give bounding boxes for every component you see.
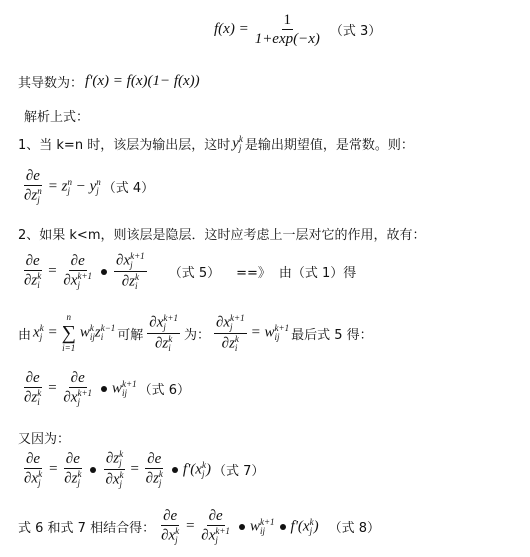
- case2-text: 2、如果 k<m，则该层是隐层．这时应考虑上一层对它的作用，故有：: [18, 228, 426, 243]
- equation-4: ∂e ∂z n j = z n j − y n j （式 4）: [24, 168, 155, 205]
- deriv-expr: f'(x) = f(x)(1− f(x)): [85, 73, 200, 89]
- equation-3: [214, 12, 381, 47]
- combine-label: 式 6 和式 7 相结合得：: [18, 521, 156, 536]
- equation-7: ∂e ∂x k j = ∂e ∂z k j ∂z k j ∂x k j = ∂e ∂z k j f'(x k j ) （式 7）: [24, 449, 265, 489]
- y-j-k: y k j: [232, 133, 243, 153]
- eq3-lhs: f(x) =: [214, 21, 249, 37]
- equation-5: ∂e ∂z k i = ∂e ∂x k+1 j ∂x k+1 j ∂z k i （式 5） ==》 由（式 1）得: [24, 251, 357, 291]
- eq4-tag: （式 4）: [102, 181, 155, 196]
- deriv-label: 其导数为：: [18, 76, 84, 91]
- eq3-fraction: $\frac{1}{1+\exp(-x)}$: [254, 12, 320, 47]
- eq5-tag: （式 5）: [168, 266, 221, 281]
- eq5-note: 由（式 1）得: [278, 266, 357, 281]
- eq7-tag: （式 7）: [212, 464, 265, 479]
- equation-8: 式 6 和式 7 相结合得： ∂e ∂x k j = ∂e ∂x k+1 j w k+1 ij f'(x k j ) （式 8）: [18, 508, 380, 545]
- derivative-line: [18, 72, 200, 91]
- eq8-tag: （式 8）: [328, 521, 380, 536]
- analysis-label: 解析上式：: [24, 110, 90, 125]
- eq6-tag: （式 6）: [138, 383, 191, 398]
- again-label: 又因为：: [18, 432, 71, 447]
- equation-6: ∂e ∂z k i = ∂e ∂x k+1 j w k+1 ij （式 6）: [24, 370, 191, 407]
- from-line: 由 x k j = n ∑ i=1 w k ij z k−1 i 可解 ∂x k+1 j ∂z k i 为： ∂x k+1 j ∂z k i = w k+1 ij 最后式 5 得：: [18, 312, 373, 353]
- case1-line: 1、当 k=n 时，该层为输出层，这时 y k j 是输出期望值，是常数。则：: [18, 133, 414, 153]
- eq5-arrow: ==》: [236, 266, 271, 281]
- eq3-tag: （式 3）: [329, 24, 382, 39]
